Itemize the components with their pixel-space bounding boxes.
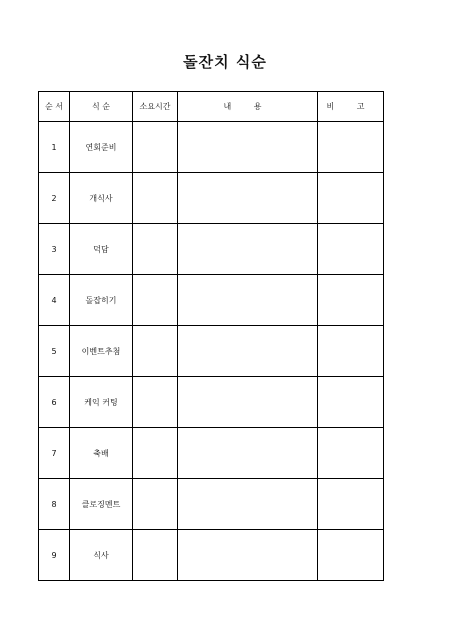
content-cell[interactable] [178, 428, 318, 479]
order-cell: 1 [39, 122, 70, 173]
program-cell: 연회준비 [70, 122, 133, 173]
duration-cell[interactable] [133, 479, 178, 530]
duration-cell[interactable] [133, 173, 178, 224]
duration-cell[interactable] [133, 122, 178, 173]
program-cell: 식사 [70, 530, 133, 581]
program-cell: 이벤트추첨 [70, 326, 133, 377]
content-cell[interactable] [178, 122, 318, 173]
table-row [39, 275, 384, 326]
order-cell: 4 [39, 275, 70, 326]
order-cell: 3 [39, 224, 70, 275]
duration-cell[interactable] [133, 530, 178, 581]
content-cell[interactable] [178, 530, 318, 581]
program-cell: 개식사 [70, 173, 133, 224]
content-cell[interactable] [178, 275, 318, 326]
remarks-cell[interactable] [318, 326, 384, 377]
program-cell: 케익 커팅 [70, 377, 133, 428]
header-remarks: 비 고 [318, 92, 384, 122]
table-row [39, 479, 384, 530]
program-cell: 클로징멘트 [70, 479, 133, 530]
program-cell: 돌잡히기 [70, 275, 133, 326]
duration-cell[interactable] [133, 275, 178, 326]
order-cell: 9 [39, 530, 70, 581]
program-table [38, 91, 384, 581]
header-order: 순 서 [39, 92, 70, 122]
remarks-cell[interactable] [318, 122, 384, 173]
remarks-cell[interactable] [318, 173, 384, 224]
table-row [39, 173, 384, 224]
duration-cell[interactable] [133, 224, 178, 275]
page-title: 돌잔치 식순 [183, 53, 267, 71]
content-cell[interactable] [178, 479, 318, 530]
order-cell: 2 [39, 173, 70, 224]
table-row [39, 224, 384, 275]
table-row [39, 377, 384, 428]
remarks-cell[interactable] [318, 530, 384, 581]
remarks-cell[interactable] [318, 224, 384, 275]
order-cell: 7 [39, 428, 70, 479]
header-content: 내 용 [178, 92, 318, 122]
order-cell: 6 [39, 377, 70, 428]
content-cell[interactable] [178, 326, 318, 377]
content-cell[interactable] [178, 377, 318, 428]
remarks-cell[interactable] [318, 377, 384, 428]
header-row [39, 92, 384, 122]
order-cell: 8 [39, 479, 70, 530]
header-program: 식 순 [70, 92, 133, 122]
table-row [39, 530, 384, 581]
content-cell[interactable] [178, 173, 318, 224]
remarks-cell[interactable] [318, 275, 384, 326]
program-cell: 축배 [70, 428, 133, 479]
duration-cell[interactable] [133, 377, 178, 428]
table-row [39, 326, 384, 377]
header-duration: 소요시간 [133, 92, 178, 122]
duration-cell[interactable] [133, 326, 178, 377]
table-row [39, 122, 384, 173]
program-cell: 덕담 [70, 224, 133, 275]
order-cell: 5 [39, 326, 70, 377]
table-row [39, 428, 384, 479]
remarks-cell[interactable] [318, 479, 384, 530]
remarks-cell[interactable] [318, 428, 384, 479]
content-cell[interactable] [178, 224, 318, 275]
duration-cell[interactable] [133, 428, 178, 479]
